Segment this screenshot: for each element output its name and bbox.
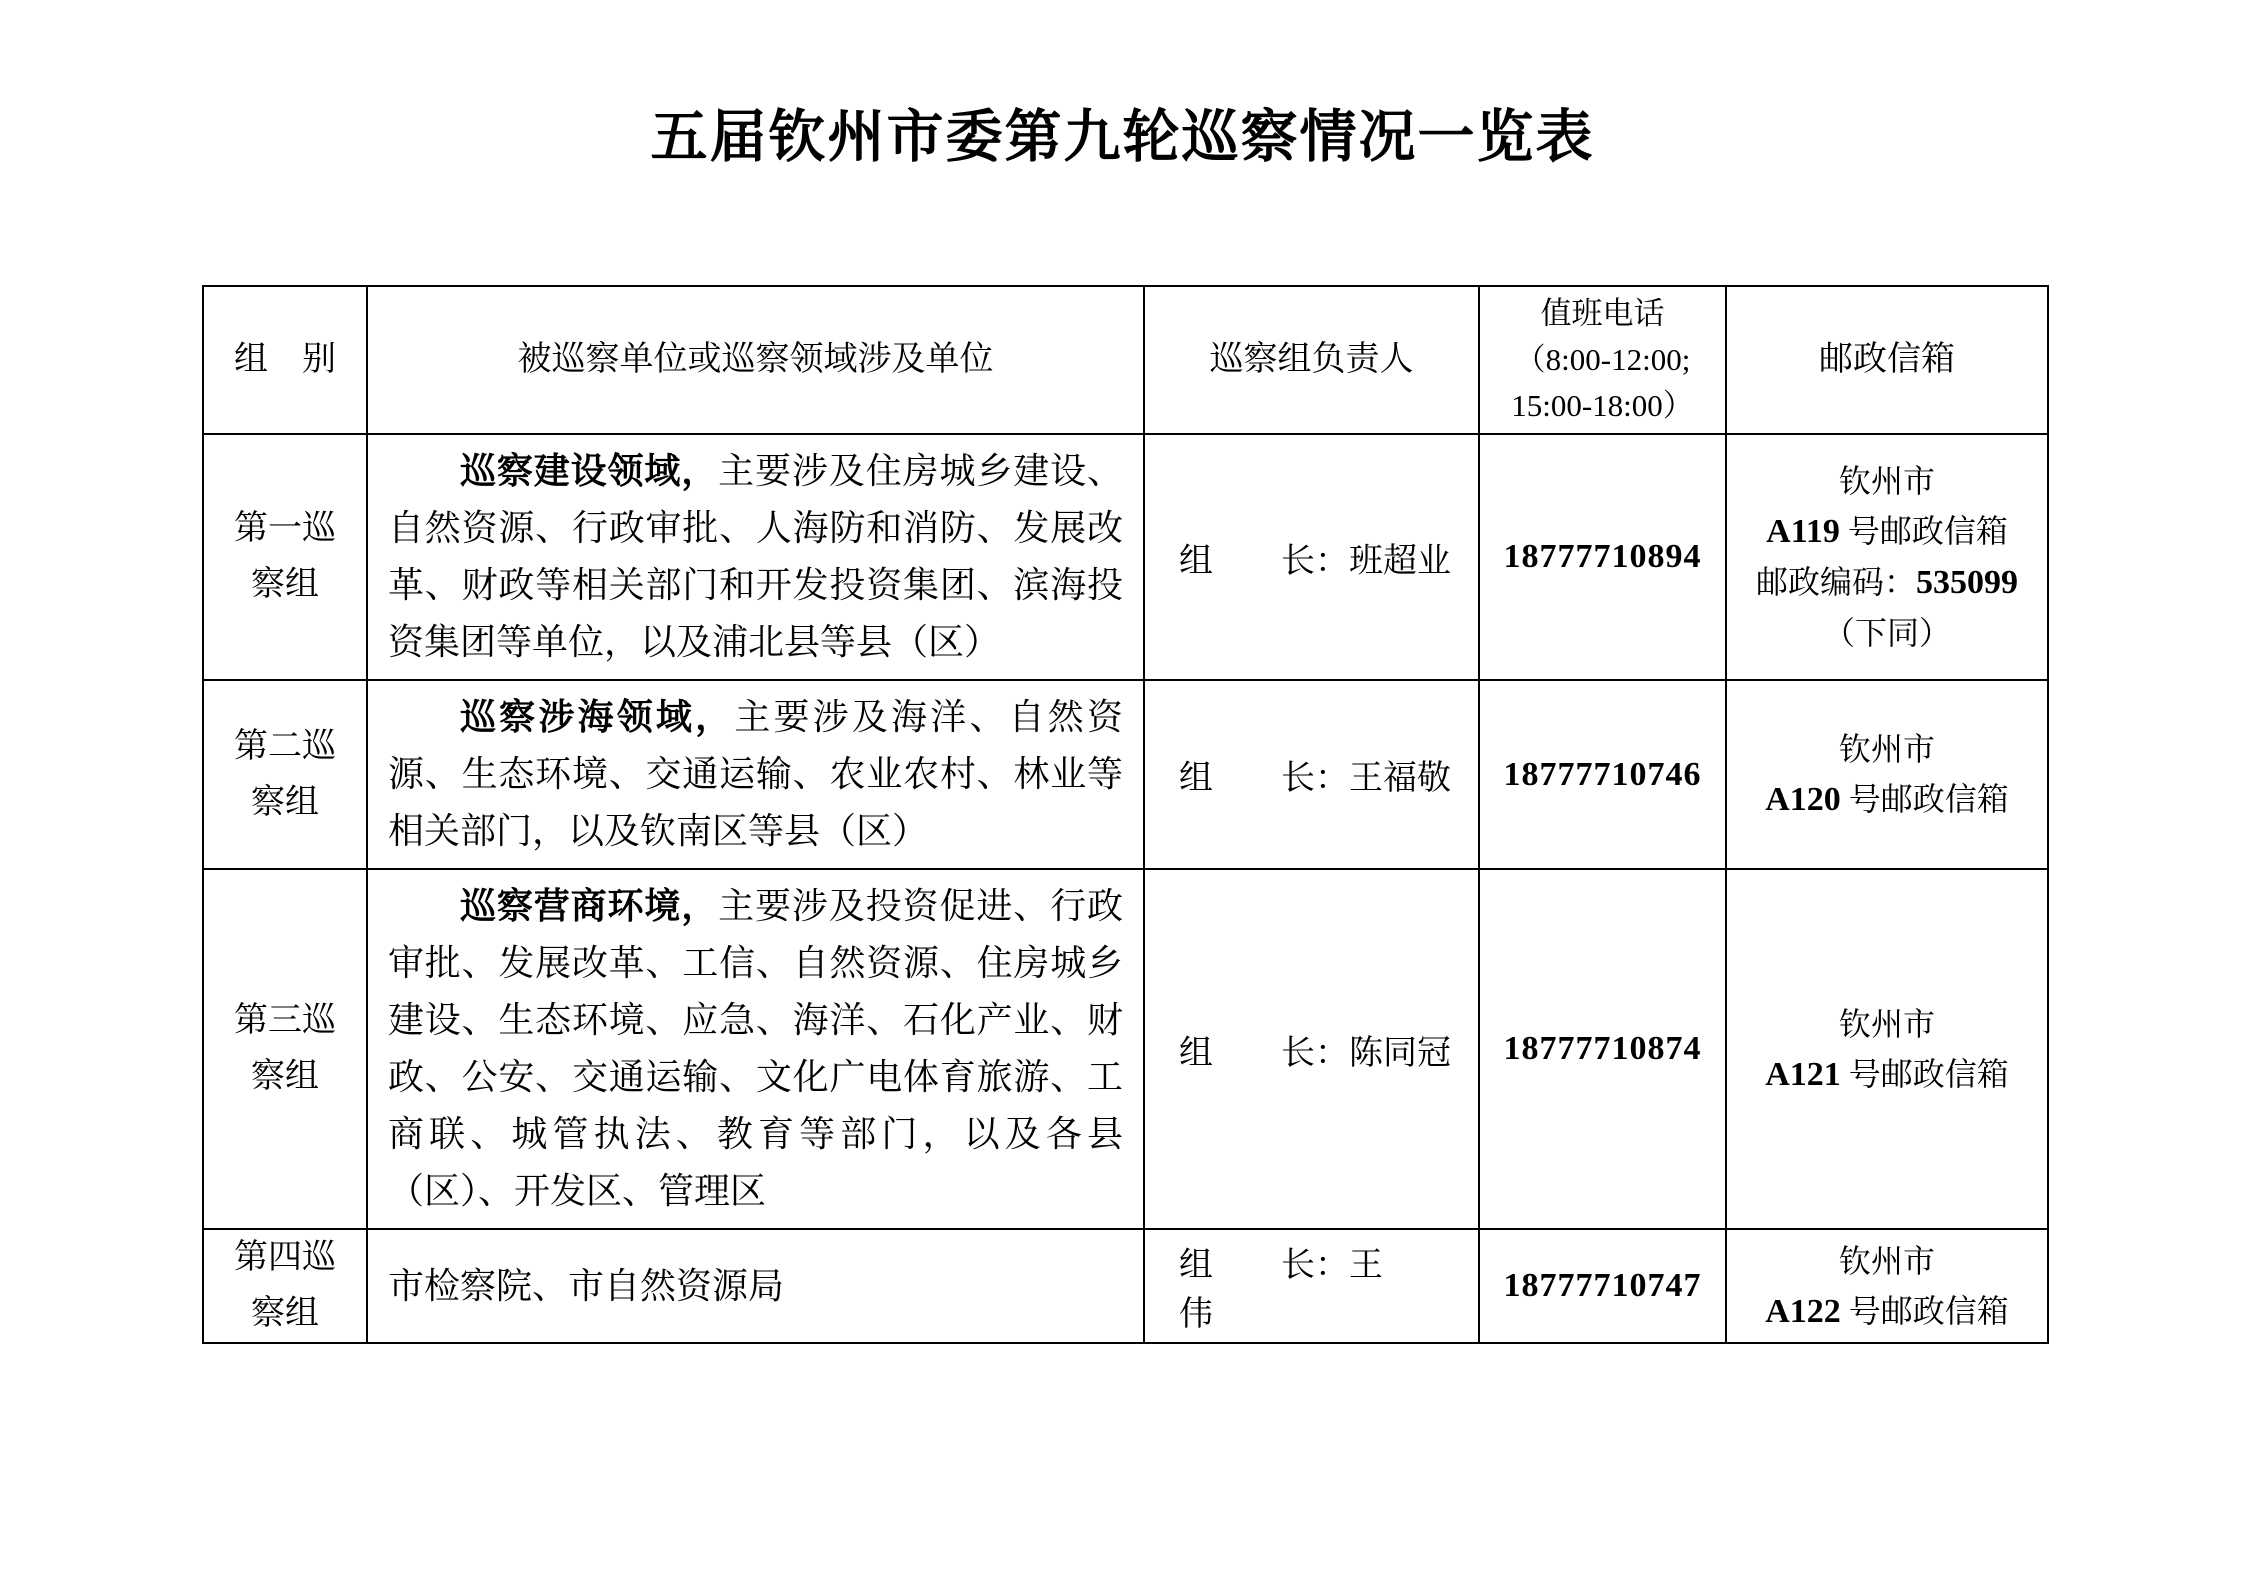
targets-text xyxy=(388,689,1123,860)
phone-cell: 18777710894 xyxy=(1479,434,1726,680)
table-row xyxy=(203,680,2048,869)
targets-lead-text: 巡察营商环境， xyxy=(460,886,719,927)
targets-lead-text: 巡察建设领域， xyxy=(460,451,719,492)
targets-rest-text: 主要涉及投资促进、行政审批、发展改革、工信、自然资源、住房城乡建设、生态环境、应急、海洋、石化产业、财政、公安、交通运输、文化广电体育旅游、工商联、城管执法、教育等部门，以及各县（区）、开发区、管理区 xyxy=(388,886,1123,1212)
targets-cell xyxy=(367,869,1144,1229)
targets-cell xyxy=(367,434,1144,680)
mailbox-cell: 钦州市 A119 号邮政信箱 邮政编码：535099 （下同） xyxy=(1726,434,2048,680)
leader-cell: 组 长：班超业 xyxy=(1144,434,1479,680)
table-row xyxy=(203,869,2048,1229)
col-header-group: 组 别 xyxy=(203,286,367,434)
targets-rest-text: 主要涉及海洋、自然资源、生态环境、交通运输、农业农村、林业等相关部门，以及钦南区等县（区） xyxy=(388,697,1123,852)
phone-cell: 18777710874 xyxy=(1479,869,1726,1229)
targets-rest-text: 市检察院、市自然资源局 xyxy=(388,1265,785,1306)
leader-cell: 组 长：王 伟 xyxy=(1144,1229,1479,1343)
targets-text xyxy=(388,443,1123,671)
mailbox-cell: 钦州市 A122 号邮政信箱 xyxy=(1726,1229,2048,1343)
col-header-mailbox: 邮政信箱 xyxy=(1726,286,2048,434)
table-row xyxy=(203,434,2048,680)
leader-cell: 组 长：陈同冠 xyxy=(1144,869,1479,1229)
col-header-leader: 巡察组负责人 xyxy=(1144,286,1479,434)
table-header xyxy=(203,286,2048,434)
table-row xyxy=(203,1229,2048,1343)
page-title: 五届钦州市委第九轮巡察情况一览表 xyxy=(650,106,1595,169)
header-row xyxy=(203,286,2048,434)
phone-cell: 18777710747 xyxy=(1479,1229,1726,1343)
targets-lead-text: 巡察涉海领域， xyxy=(460,697,735,738)
inspection-table xyxy=(202,285,2049,1344)
targets-text xyxy=(388,878,1123,1220)
col-header-targets: 被巡察单位或巡察领域涉及单位 xyxy=(367,286,1144,434)
group-cell: 第三巡察组 xyxy=(203,869,367,1229)
phone-cell: 18777710746 xyxy=(1479,680,1726,869)
targets-cell xyxy=(367,680,1144,869)
group-cell: 第四巡察组 xyxy=(203,1229,367,1343)
group-cell: 第二巡察组 xyxy=(203,680,367,869)
group-cell: 第一巡察组 xyxy=(203,434,367,680)
targets-cell xyxy=(367,1229,1144,1343)
targets-text xyxy=(388,1258,1123,1315)
table-body xyxy=(203,434,2048,1343)
targets-rest-text: 主要涉及住房城乡建设、自然资源、行政审批、人海防和消防、发展改革、财政等相关部门和开发投资集团、滨海投资集团等单位，以及浦北县等县（区） xyxy=(388,451,1123,663)
mailbox-cell: 钦州市 A120 号邮政信箱 xyxy=(1726,680,2048,869)
mailbox-cell: 钦州市 A121 号邮政信箱 xyxy=(1726,869,2048,1229)
leader-cell: 组 长：王福敬 xyxy=(1144,680,1479,869)
col-header-phone: 值班电话 （8:00-12:00; 15:00-18:00） xyxy=(1479,286,1726,434)
